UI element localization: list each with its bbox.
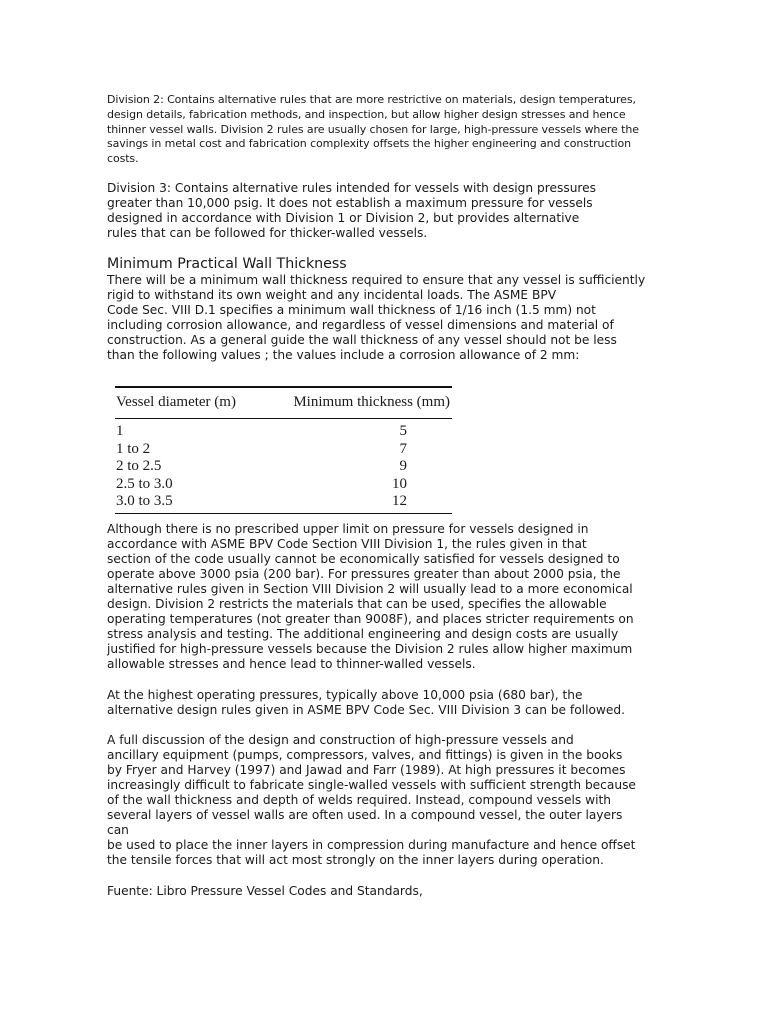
text-line: Division 2: Contains alternative rules that are more restrictive on materials, design temperatures, [107,93,636,106]
text-line: section of the code usually cannot be economically satisfied for vessels designed to [107,552,620,566]
text-line: ancillary equipment (pumps, compressors, valves, and fittings) is given in the books [107,748,623,762]
highest-pressure-paragraph [107,688,663,718]
division-3-paragraph [107,181,663,241]
minimum-thickness-cell: 9 [399,458,407,475]
table-row [115,476,452,494]
text-line: rigid to withstand its own weight and any incidental loads. The ASME BPV [107,288,557,302]
minimum-thickness-cell: 10 [392,475,407,492]
division-2-paragraph [107,93,663,167]
table-row [115,493,452,513]
vessel-diameter-cell: 3.0 to 3.5 [115,493,260,513]
minimum-thickness-cell: 7 [399,440,407,457]
text-line: by Fryer and Harvey (1997) and Jawad and Farr (1989). At high pressures it becomes [107,763,626,777]
text-line: costs. [107,152,139,166]
text-line: rules that can be followed for thicker-walled vessels. [107,226,428,240]
table-row [115,441,452,459]
table-row [115,419,452,441]
source-citation [107,884,663,899]
wall-thickness-table [115,386,452,514]
text-line: savings in metal cost and fabrication complexity offsets the higher engineering and construction [107,137,632,151]
text-line: increasingly difficult to fabricate single-walled vessels with sufficient strength because [107,778,636,792]
column-header-minimum-thickness: Minimum thickness (mm) [260,387,452,419]
text-line: can [107,823,129,837]
text-line: of the wall thickness and depth of welds required. Instead, compound vessels with [107,793,611,807]
wall-thickness-intro-paragraph [107,273,663,363]
text-line: Division 3: Contains alternative rules intended for vessels with design pressures [107,181,597,195]
vessel-diameter-cell: 1 [116,423,124,439]
text-line: justified for high-pressure vessels because the Division 2 rules allow higher maximum [107,642,633,656]
minimum-thickness-cell: 12 [260,493,452,513]
text-line: several layers of vessel walls are often used. In a compound vessel, the outer layers [107,808,623,822]
text-line: thinner vessel walls. Division 2 rules are usually chosen for large, high-pressure vessels where the [107,122,639,136]
text-line: operate above 3000 psia (200 bar). For pressures greater than about 2000 psia, the [107,567,621,581]
text-line: including corrosion allowance, and regardless of vessel dimensions and material of [107,318,614,332]
text-line: allowable stresses and hence lead to thinner-walled vessels. [107,657,476,671]
section-heading: Minimum Practical Wall Thickness [107,256,347,272]
column-header-vessel-diameter: Vessel diameter (m) [115,387,260,419]
minimum-thickness-cell: 5 [399,423,407,439]
text-line: A full discussion of the design and construction of high-pressure vessels and [107,733,574,747]
text-line: At the highest operating pressures, typically above 10,000 psia (680 bar), the [107,688,583,702]
text-line: be used to place the inner layers in compression during manufacture and hence offset [107,838,636,852]
table-header-row [115,387,452,419]
text-line: alternative rules given in Section VIII Division 2 will usually lead to a more economical [107,582,633,596]
text-line: design details, fabrication methods, and inspection, but allow higher design stresses and hence [107,107,626,121]
compound-vessels-paragraph [107,733,663,868]
text-line: stress analysis and testing. The additional engineering and design costs are usually [107,627,619,641]
text-line: designed in accordance with Division 1 or Division 2, but provides alternative [107,211,580,225]
text-line: Fuente: Libro Pressure Vessel Codes and Standards, [107,884,423,898]
text-line: greater than 10,000 psig. It does not establish a maximum pressure for vessels [107,196,593,210]
text-line: Code Sec. VIII D.1 specifies a minimum wall thickness of 1/16 inch (1.5 mm) not [107,303,596,317]
text-line: accordance with ASME BPV Code Section VIII Division 1, the rules given in that [107,537,587,551]
vessel-diameter-cell: 2 to 2.5 [116,458,162,475]
pressure-limit-paragraph [107,522,663,672]
text-line: construction. As a general guide the wall thickness of any vessel should not be less [107,333,617,347]
text-line: the tensile forces that will act most strongly on the inner layers during operation. [107,853,604,867]
table-row [115,458,452,476]
text-line: There will be a minimum wall thickness required to ensure that any vessel is sufficiently [107,273,646,287]
text-line: Although there is no prescribed upper limit on pressure for vessels designed in [107,522,589,536]
vessel-diameter-cell: 2.5 to 3.0 [116,475,173,492]
vessel-diameter-cell: 1 to 2 [116,440,151,457]
text-line: operating temperatures (not greater than 9008F), and places stricter requirements on [107,612,634,626]
text-line: design. Division 2 restricts the materials that can be used, specifies the allowable [107,597,607,611]
text-line: alternative design rules given in ASME BPV Code Sec. VIII Division 3 can be followed. [107,703,625,717]
text-line: than the following values ; the values include a corrosion allowance of 2 mm: [107,348,580,362]
